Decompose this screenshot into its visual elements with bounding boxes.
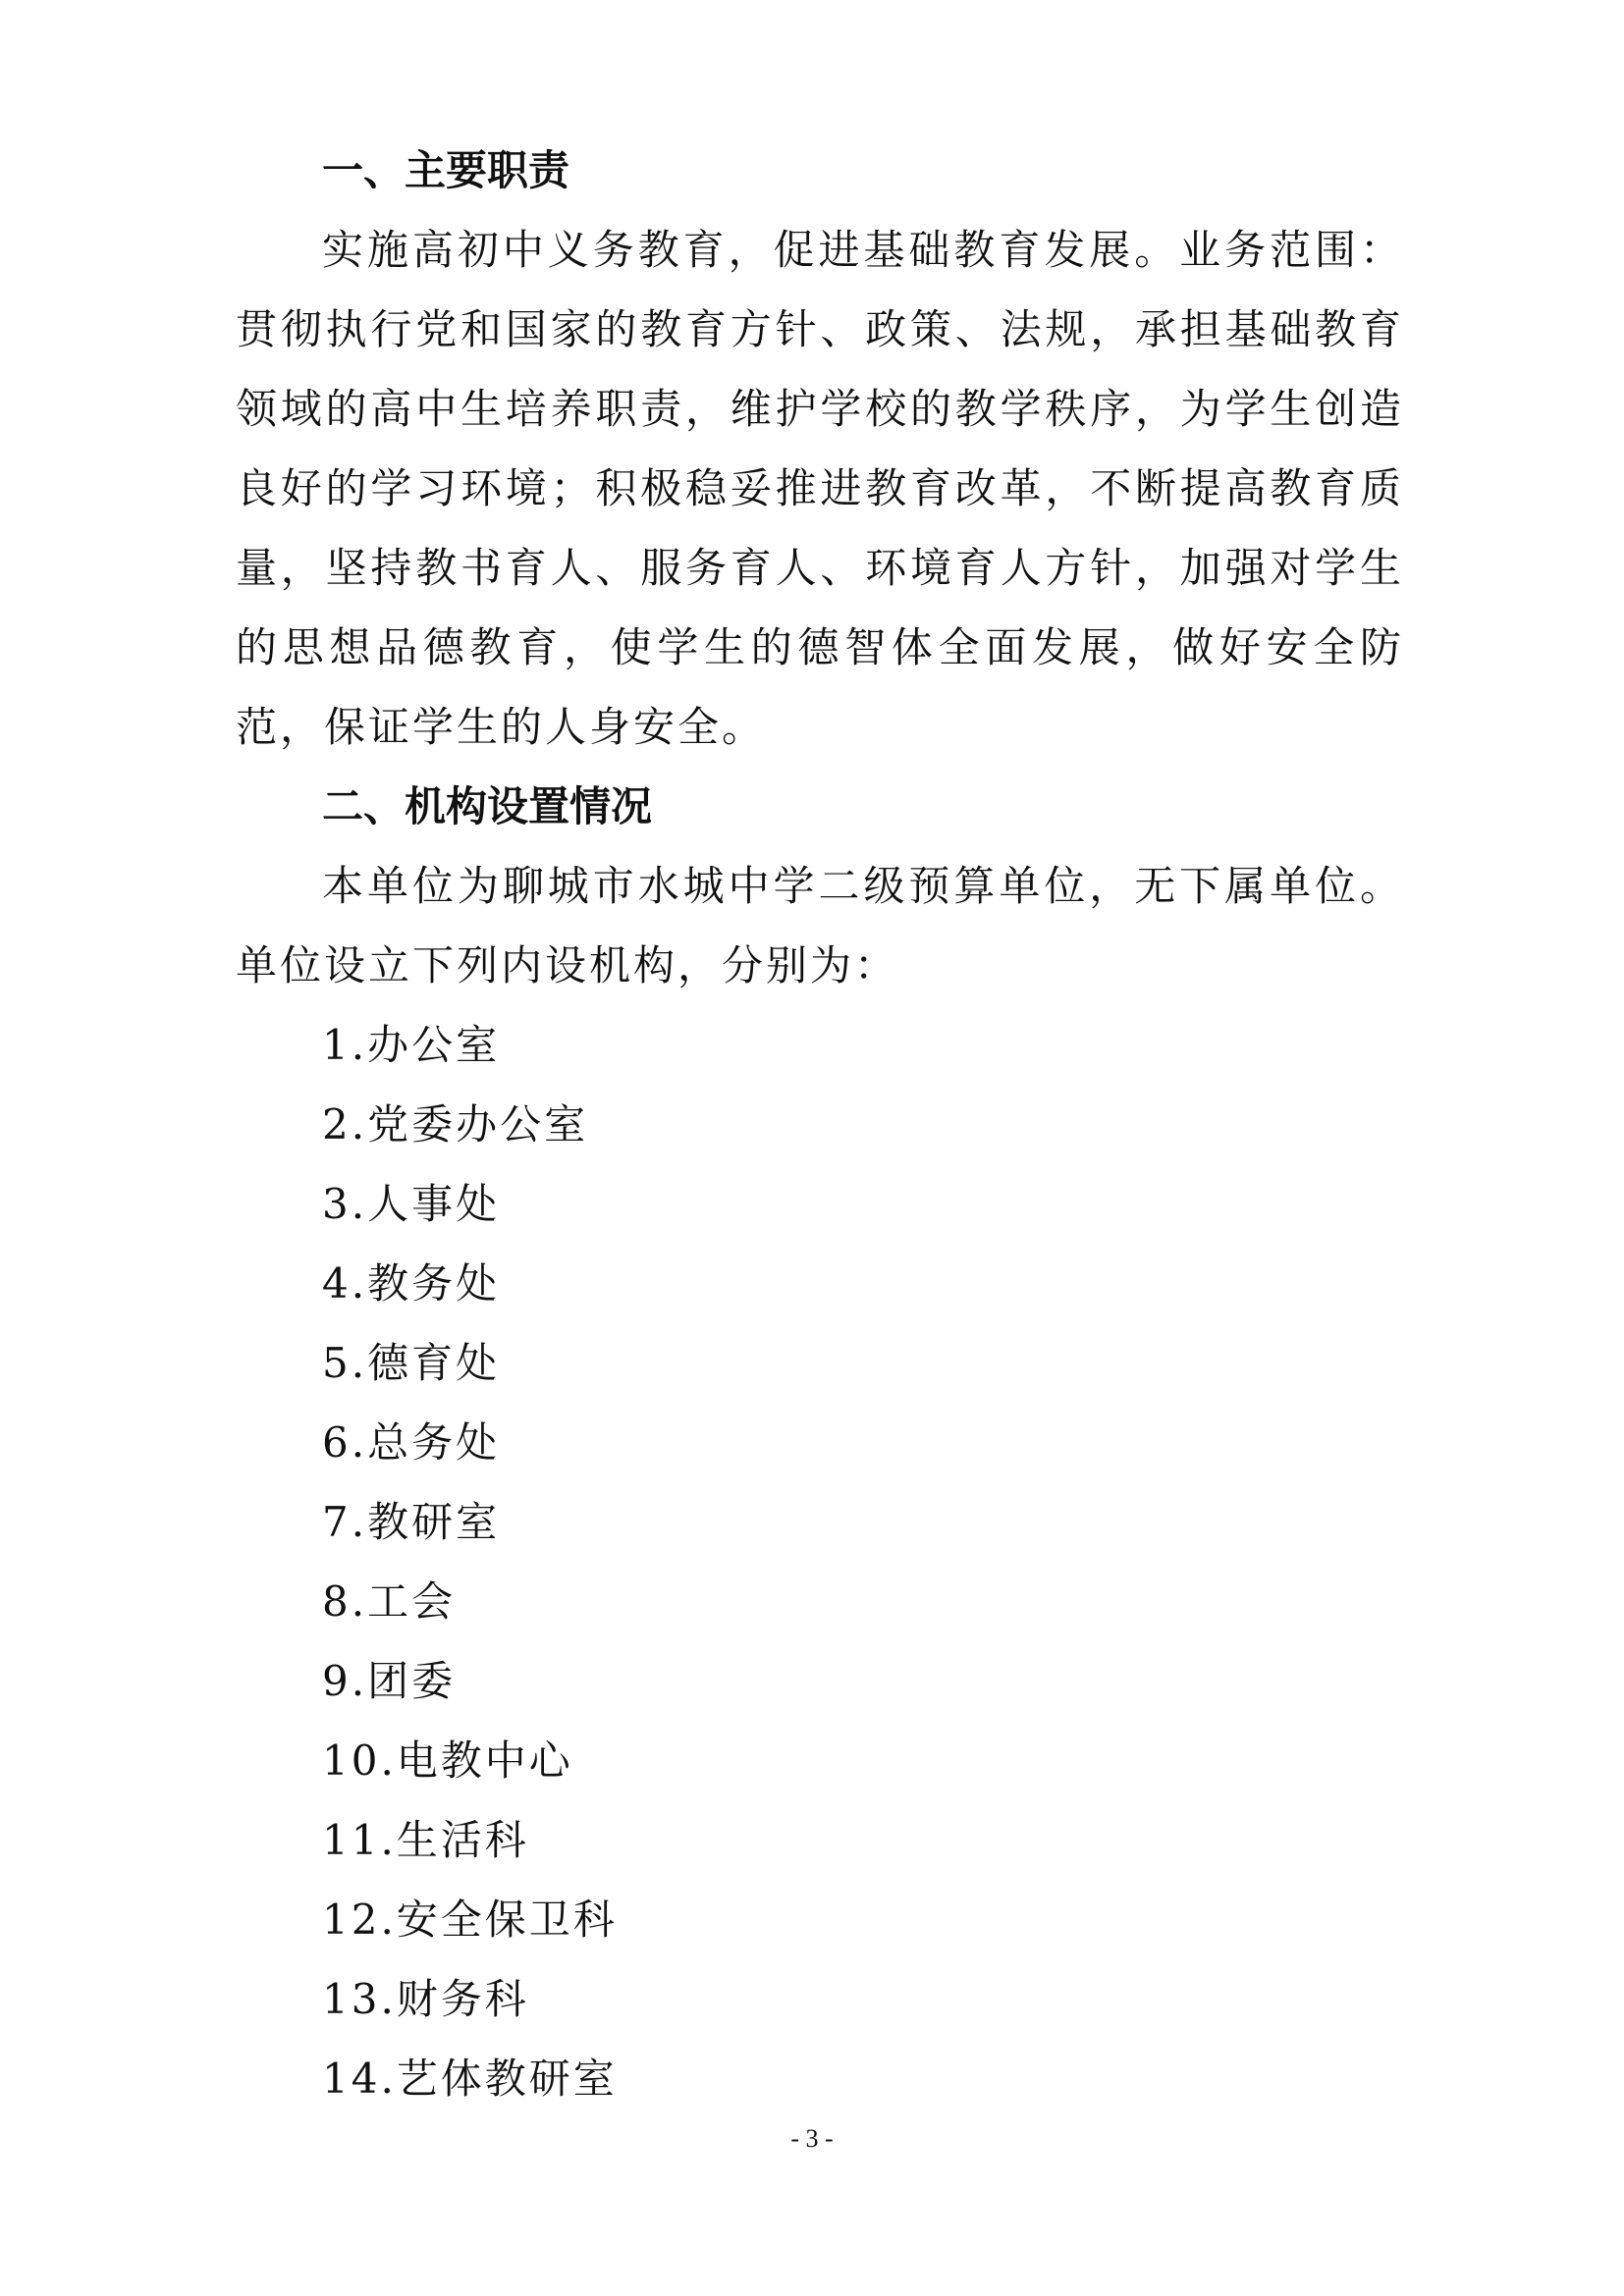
page-content — [236, 131, 1404, 2118]
list-item: 12.安全保卫科 — [322, 1896, 618, 1944]
list-item: 6.总务处 — [322, 1418, 501, 1467]
list-item: 9.团委 — [322, 1657, 457, 1705]
section-heading-organization: 二、机构设置情况 — [322, 782, 653, 830]
list-item: 5.德育处 — [322, 1339, 501, 1387]
list-item: 4.教务处 — [322, 1259, 501, 1308]
list-item: 2.党委办公室 — [322, 1100, 589, 1148]
list-item: 10.电教中心 — [322, 1736, 573, 1785]
list-item: 13.财务科 — [322, 1975, 529, 2023]
page-number: - 3 - — [790, 2124, 834, 2153]
list-item: 11.生活科 — [322, 1816, 529, 1864]
list-item: 3.人事处 — [322, 1180, 501, 1228]
list-item: 14.艺体教研室 — [322, 2055, 618, 2103]
list-item: 8.工会 — [322, 1577, 457, 1626]
list-item: 1.办公室 — [322, 1021, 501, 1069]
section-heading-main-duties: 一、主要职责 — [322, 146, 570, 194]
department-list — [236, 1005, 1404, 2118]
list-item: 7.教研室 — [322, 1498, 501, 1546]
duties-paragraph: 实施高初中义务教育，促进基础教育发展。业务范围：贯彻执行党和国家的教育方针、政策、法规，承担基础教育领域的高中生培养职责，维护学校的教学秩序，为学生创造良好的学习环境；积极稳妥推进教育改革，不断提高教育质量，坚持教书育人、服务育人、环境育人方针，加强对学生的思想品德教育，使学生的德智体全面发展，做好安全防范，保证学生的人身安全。 — [236, 226, 1404, 751]
organization-paragraph: 本单位为聊城市水城中学二级预算单位，无下属单位。单位设立下列内设机构，分别为： — [236, 862, 1404, 989]
